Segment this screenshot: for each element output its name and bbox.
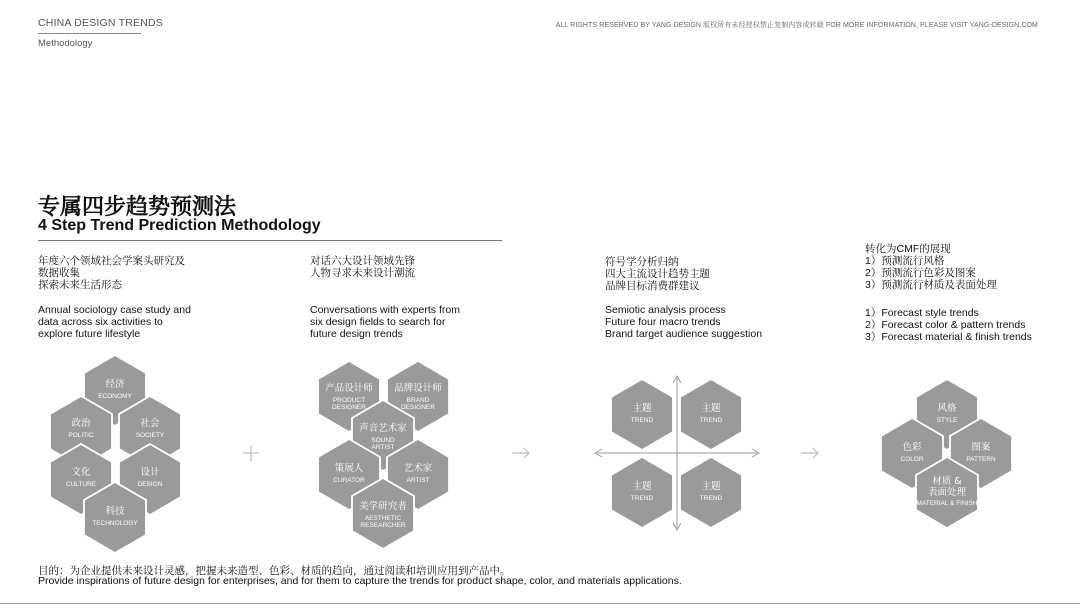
hex-technology-en: TECHNOLOGY: [92, 520, 138, 527]
hex-culture-en: CULTURE: [65, 481, 97, 488]
hex-brand-designer-en2: DESIGNER: [401, 404, 435, 411]
hex-economy-en: ECONOMY: [98, 393, 132, 400]
hex-trend-4: [680, 457, 742, 528]
hex-pattern-cn: 图案: [971, 442, 991, 453]
hex-product-designer-en1: PRODUCT: [332, 397, 366, 404]
hex-sound-artist-en1: SOUND: [371, 437, 395, 444]
hex-product-designer-en2: DESIGNER: [332, 404, 366, 411]
step-1-en: Annual sociology case study and data across six activities to explore future lifestyle: [38, 304, 191, 340]
hex-brand-designer-cn: 品牌设计师: [394, 383, 442, 394]
hex-brand-designer-en1: BRAND: [406, 397, 430, 404]
hex-trend-3-cn: 主题: [632, 481, 652, 492]
hex-trend-4-en: TREND: [699, 495, 723, 502]
page-title-en: 4 Step Trend Prediction Methodology: [38, 217, 321, 234]
hex-trend-4-cn: 主题: [701, 481, 721, 492]
hex-product-designer-cn: 产品设计师: [325, 383, 373, 394]
hex-aesthetic-researcher-en1: AESTHETIC: [364, 515, 402, 522]
hex-politic-cn: 政治: [71, 418, 91, 429]
step-1-cn: 年度六个领域社会学案头研究及 数据收集 探索未来生活形态: [38, 255, 185, 291]
hex-curator-en: CURATOR: [333, 477, 365, 484]
hex-technology-cn: 科技: [105, 506, 125, 517]
hex-material-cn1: 材质 &: [932, 476, 962, 487]
hex-trend-1-cn: 主题: [632, 403, 652, 414]
hex-society-cn: 社会: [140, 418, 160, 429]
step-4-cn: 转化为CMF的展现 1）预测流行风格 2）预测流行色彩及图案 3）预测流行材质及表面处理: [865, 243, 997, 291]
page-title-cn: 专属四步趋势预测法: [38, 194, 237, 219]
step-3-cn: 符号学分析归纳 四大主流设计趋势主题 品牌目标消费群建议: [605, 256, 710, 292]
purpose-en: Provide inspirations of future design for enterprises, and for them to capture the trends for product shape, color, and materials applications.: [38, 575, 682, 587]
hex-curator-cn: 策展人: [334, 463, 364, 474]
hex-color-cn: 色彩: [902, 442, 922, 453]
hex-artist-cn: 艺术家: [403, 463, 433, 474]
brand-title: CHINA DESIGN TRENDS: [38, 17, 163, 29]
hex-trend-3: [611, 457, 673, 528]
hex-trend-2-cn: 主题: [701, 403, 721, 414]
hex-style-en: STYLE: [936, 417, 958, 424]
hex-economy-cn: 经济: [105, 379, 125, 390]
section-subtitle: Methodology: [38, 38, 93, 49]
hex-society-en: SOCIETY: [135, 432, 165, 439]
hex-color-en: COLOR: [900, 456, 924, 463]
step-2-en: Conversations with experts from six design fields to search for future design trends: [310, 304, 460, 340]
rights-notice: ALL RIGHTS RESERVED BY YANG DESIGN 版权所有未经授权禁止复制内容或转载 FOR MORE INFORMATION, PLEASE VISIT YANG-DESIGN.COM: [555, 22, 1038, 29]
step-3-en: Semiotic analysis process Future four macro trends Brand target audience suggestion: [605, 304, 763, 340]
hex-trend-1-en: TREND: [630, 417, 654, 424]
purpose-cn: 目的：为企业提供未来设计灵感，把握未来造型、色彩、材质的趋向，通过阅读和培训应用到产品中。: [38, 565, 511, 577]
footer-divider: [0, 603, 1080, 604]
hex-design-en: DESIGN: [137, 481, 163, 488]
arrow-right-icon: [801, 448, 818, 458]
hex-politic-en: POLITIC: [68, 432, 94, 439]
hex-trend-2: [680, 379, 742, 450]
hex-culture-cn: 文化: [71, 467, 91, 478]
hex-trend-1: [611, 379, 673, 450]
hex-aesthetic-researcher-cn: 美学研究者: [359, 501, 407, 512]
hex-aesthetic-researcher-en2: RESEARCHER: [360, 522, 406, 529]
hex-material-cn2: 表面处理: [927, 487, 967, 498]
hex-style-cn: 风格: [937, 403, 957, 414]
hex-artist-en: ARTIST: [406, 477, 430, 484]
hex-design-cn: 设计: [140, 467, 160, 478]
hex-material-en: MATERIAL & FINISH: [916, 500, 978, 507]
step-4-en: 1）Forecast style trends 2）Forecast color & pattern trends 3）Forecast material & finish trends: [865, 307, 1032, 343]
hex-sound-artist-en2: ARTIST: [371, 444, 395, 451]
arrow-right-icon: [512, 448, 529, 458]
hex-sound-artist-cn: 声音艺术家: [359, 423, 407, 434]
hex-pattern-en: PATTERN: [966, 456, 996, 463]
step-2-cn: 对话六大设计领域先锋 人物寻求未来设计潮流: [310, 255, 415, 279]
plus-connector-icon: [243, 445, 259, 461]
hex-trend-3-en: TREND: [630, 495, 654, 502]
hex-trend-2-en: TREND: [699, 417, 723, 424]
